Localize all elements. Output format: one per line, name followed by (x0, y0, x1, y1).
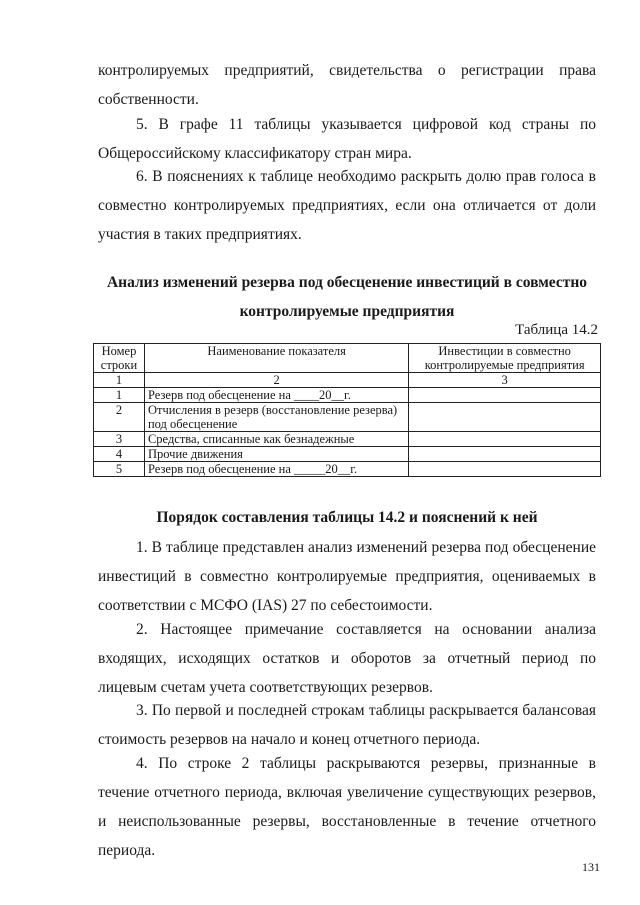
procedure-item-2: 2. Настоящее примечание составляется на основании анализа входящих, исходящих остатков и оборотов за отчетный период по лицевым счетам учета соответствующих резервов. (98, 621, 596, 696)
header-indicator-name: Наименование показателя (144, 344, 408, 373)
row-number: 1 (94, 388, 145, 403)
table-column-numbers-row (94, 373, 601, 388)
row-indicator: Резерв под обесценение на ____20__г. (144, 388, 408, 403)
row-indicator: Отчисления в резерв (восстановление резерва) под обесценение (144, 403, 408, 432)
row-value (409, 403, 601, 432)
row-value (409, 388, 601, 403)
row-number: 3 (94, 432, 145, 447)
column-number: 1 (94, 373, 145, 388)
paragraph-item-6: 6. В пояснениях к таблице необходимо раскрыть долю прав голоса в совместно контролируемых предприятиях, если она отличается от доли участия в таких предприятиях. (98, 168, 596, 243)
paragraph-intro-continuation: контролируемых предприятий, свидетельства о регистрации права собственности. (98, 62, 596, 108)
table-header-row (94, 344, 601, 373)
reserve-analysis-table (93, 343, 601, 477)
row-value (409, 432, 601, 447)
page-number: 131 (582, 860, 600, 874)
header-row-number: Номер строки (94, 344, 145, 373)
row-number: 2 (94, 403, 145, 432)
procedure-title: Порядок составления таблицы 14.2 и пояснений к ней (156, 509, 538, 526)
table-caption: Таблица 14.2 (515, 322, 598, 338)
column-number: 3 (409, 373, 601, 388)
procedure-item-1: 1. В таблице представлен анализ изменений резерва под обесценение инвестиций в совместно контролируемые предприятия, оцениваемых в соответствии с МСФО (IAS) 27 по себестоимости. (98, 539, 596, 614)
row-number: 5 (94, 462, 145, 477)
procedure-item-4: 4. По строке 2 таблицы раскрываются резервы, признанные в течение отчетного периода, включая увеличение существующих резервов, и неиспользованные резервы, восстановленные в течение отчетного периода. (98, 755, 596, 859)
section-title-line-2: контролируемые предприятия (239, 303, 455, 320)
table-row (94, 432, 601, 447)
section-title-line-1: Анализ изменений резерва под обесценение инвестиций в совместно (106, 274, 588, 291)
row-value (409, 462, 601, 477)
header-investments: Инвестиции в совместно контролируемые предприятия (409, 344, 601, 373)
procedure-item-3: 3. По первой и последней строкам таблицы раскрывается балансовая стоимость резервов на начало и конец отчетного периода. (98, 702, 596, 748)
row-indicator: Резерв под обесценение на _____20__г. (144, 462, 408, 477)
table-row (94, 388, 601, 403)
column-number: 2 (144, 373, 408, 388)
table-row (94, 403, 601, 432)
row-number: 4 (94, 447, 145, 462)
row-indicator: Средства, списанные как безнадежные (144, 432, 408, 447)
row-value (409, 447, 601, 462)
paragraph-item-5: 5. В графе 11 таблицы указывается цифровой код страны по Общероссийскому классификатору стран мира. (98, 116, 596, 162)
row-indicator: Прочие движения (144, 447, 408, 462)
table-row (94, 447, 601, 462)
table-row (94, 462, 601, 477)
